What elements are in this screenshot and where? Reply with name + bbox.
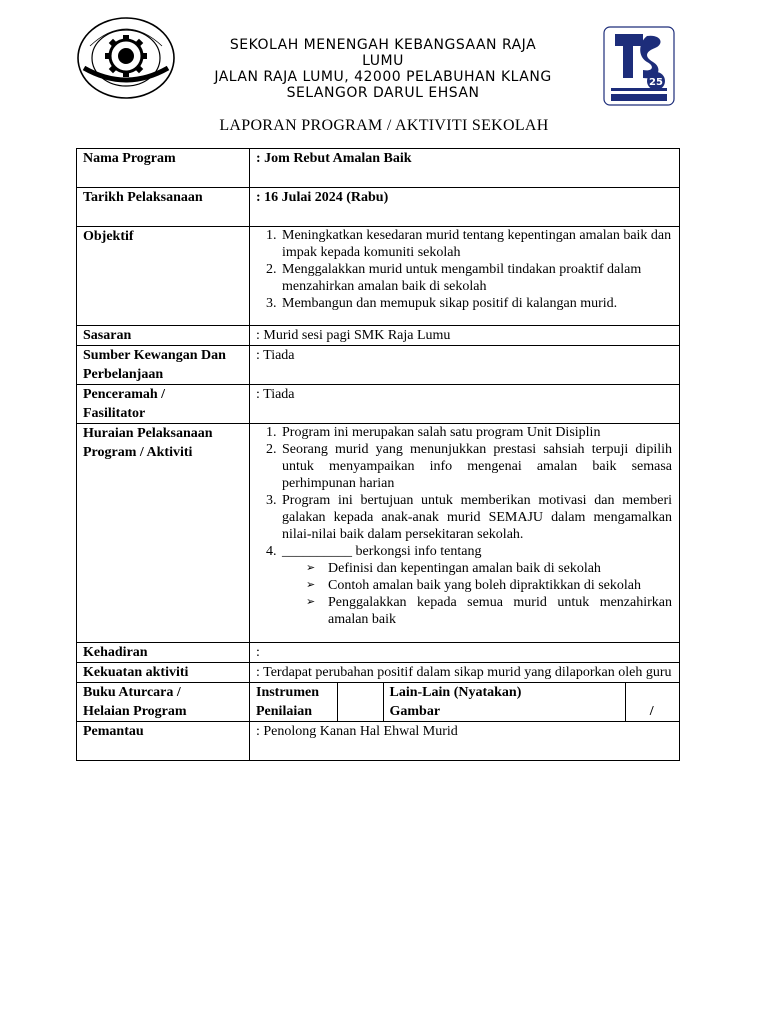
instrumen-cell xyxy=(250,683,337,721)
report-title: LAPORAN PROGRAM / AKTIVITI SEKOLAH xyxy=(219,117,549,134)
list-item: 2. Seorang murid yang menunjukkan prestasi sahsiah terpuji dipilih untuk menyampaikan info mengenai amalan baik semasa perhimpunan harian xyxy=(280,441,672,492)
sub-list-item-text: Definisi dan kepentingan amalan baik di sekolah xyxy=(328,561,601,576)
label-kekuatan: Kekuatan aktiviti xyxy=(77,663,250,683)
sub-list-item-text: Contoh amalan baik yang boleh dipraktikkan di sekolah xyxy=(328,578,641,593)
row-penceramah xyxy=(77,385,680,424)
svg-text:25: 25 xyxy=(649,77,663,88)
sub-list-item xyxy=(306,560,672,577)
row-pemantau xyxy=(77,722,680,761)
label-line: Program / Aktiviti xyxy=(83,445,193,460)
ts25-emblem-icon xyxy=(603,26,675,106)
fill-in-blank: __________ xyxy=(282,544,352,559)
list-item: 1. Program ini merupakan salah satu program Unit Disiplin xyxy=(280,424,672,441)
sub-list-item xyxy=(306,594,672,628)
lain-lain-check-cell xyxy=(625,683,679,721)
label-line: Sumber Kewangan Dan xyxy=(83,348,226,363)
row-nama-program xyxy=(77,149,680,188)
row-kekuatan xyxy=(77,663,680,683)
row-kehadiran xyxy=(77,643,680,663)
label-sumber xyxy=(77,346,250,385)
objektif-list xyxy=(256,227,672,312)
label-sasaran: Sasaran xyxy=(77,326,250,346)
label-penceramah xyxy=(77,385,250,424)
label-pemantau: Pemantau xyxy=(77,722,250,761)
value-nama-program: : Jom Rebut Amalan Baik xyxy=(250,149,680,188)
school-address-line-2: SELANGOR DARUL EHSAN xyxy=(286,85,480,101)
row-objektif xyxy=(77,227,680,326)
label-huraian xyxy=(77,424,250,643)
label-line: Instrumen xyxy=(256,685,320,700)
row-sumber xyxy=(77,346,680,385)
instrumen-check-cell xyxy=(337,683,383,721)
huraian-sub-list xyxy=(282,560,672,628)
arrow-bullet-icon: ➢ xyxy=(306,579,316,591)
label-line: Lain-Lain (Nyatakan) xyxy=(389,685,522,700)
value-kekuatan: : Terdapat perubahan positif dalam sikap murid yang dilaporkan oleh guru xyxy=(250,663,680,683)
arrow-bullet-icon: ➢ xyxy=(306,596,316,608)
label-line: Perbelanjaan xyxy=(83,367,164,382)
buku-sub-table xyxy=(250,683,679,721)
value-kehadiran: : xyxy=(250,643,680,663)
school-address-line-1: JALAN RAJA LUMU, 42000 PELABUHAN KLANG xyxy=(214,69,552,85)
value-sumber: : Tiada xyxy=(250,346,680,385)
sub-list-item-text: Penggalakkan kepada semua murid untuk menzahirkan amalan baik xyxy=(328,595,672,627)
school-name-line-2: LUMU xyxy=(362,53,404,69)
label-tarikh: Tarikh Pelaksanaan xyxy=(77,188,250,227)
list-item: 3. Membangun dan memupuk sikap positif di kalangan murid. xyxy=(280,295,672,312)
label-nama-program: Nama Program xyxy=(77,149,250,188)
list-item xyxy=(280,543,672,628)
arrow-bullet-icon: ➢ xyxy=(306,562,316,574)
label-line: Penceramah / xyxy=(83,387,166,402)
list-item-text: berkongsi info tentang xyxy=(355,544,482,559)
row-buku-aturcara xyxy=(77,683,680,722)
value-pemantau: : Penolong Kanan Hal Ehwal Murid xyxy=(250,722,680,761)
school-crest-icon xyxy=(76,16,176,100)
label-line: Buku Aturcara / xyxy=(83,685,181,700)
value-tarikh: : 16 Julai 2024 (Rabu) xyxy=(250,188,680,227)
label-objektif: Objektif xyxy=(77,227,250,326)
report-table xyxy=(76,148,680,761)
label-buku-aturcara xyxy=(77,683,250,722)
list-item: 2. Menggalakkan murid untuk mengambil tindakan proaktif dalam menzahirkan amalan baik di sekolah xyxy=(280,261,672,295)
document-header xyxy=(0,0,768,115)
value-buku-aturcara xyxy=(250,683,680,722)
sub-list-item xyxy=(306,577,672,594)
value-penceramah: : Tiada xyxy=(250,385,680,424)
label-line: Gambar xyxy=(389,704,441,719)
huraian-list xyxy=(256,424,672,628)
school-name-address xyxy=(178,37,588,101)
lain-lain-cell xyxy=(383,683,625,721)
label-line: Huraian Pelaksanaan xyxy=(83,426,213,441)
label-line: Penilaian xyxy=(256,704,313,719)
list-item: 1. Meningkatkan kesedaran murid tentang kepentingan amalan baik dan impak kepada komuniti sekolah xyxy=(280,227,672,261)
row-sasaran xyxy=(77,326,680,346)
school-name-line-1: SEKOLAH MENENGAH KEBANGSAAN RAJA xyxy=(229,37,537,53)
check-mark: / xyxy=(649,704,654,719)
label-line: Fasilitator xyxy=(83,406,146,421)
value-huraian xyxy=(250,424,680,643)
value-sasaran: : Murid sesi pagi SMK Raja Lumu xyxy=(250,326,680,346)
row-tarikh xyxy=(77,188,680,227)
row-huraian xyxy=(77,424,680,643)
value-objektif xyxy=(250,227,680,326)
label-line: Helaian Program xyxy=(83,704,187,719)
label-kehadiran: Kehadiran xyxy=(77,643,250,663)
list-item: 3. Program ini bertujuan untuk memberikan motivasi dan memberi galakan kepada anak-anak murid SEMAJU dalam mengamalkan nilai-nilai baik dalam persekitaran sekolah. xyxy=(280,492,672,543)
